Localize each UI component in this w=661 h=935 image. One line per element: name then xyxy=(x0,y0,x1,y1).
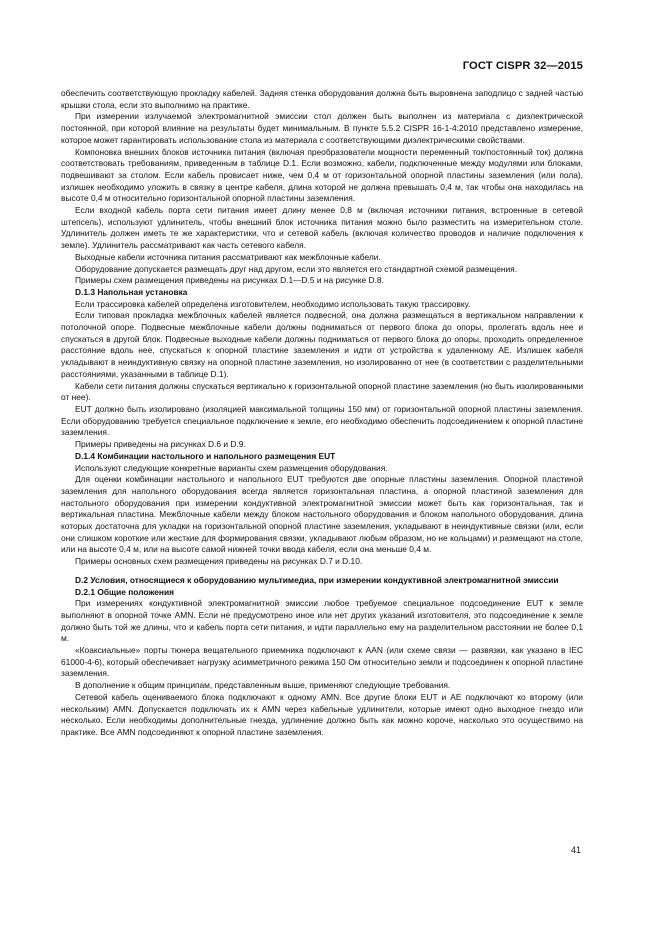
paragraph: обеспечить соответствующую прокладку кабелей. Задняя стенка оборудования должна быть выровнена заподлицо с задней частью крышки стола, если это выполнимо на практике. xyxy=(61,88,583,110)
paragraph: Кабели сети питания должны спускаться вертикально к горизонтальной опорной пластине заземления (но быть изолированными от нее). xyxy=(61,380,583,403)
paragraph: Компоновка внешних блоков источника питания (включая преобразователи мощности переменный ток/постоянный ток) должна соответствовать требованиям, приведенным в таблице D.1. Если возможно, кабели, подключенные между модулями или блоками, подвешивают за столом. Если кабель провисает ниже, чем 0,4 м от горизонтальной опорной пластины заземления (или пола), излишек необходимо уложить в связку в центре кабеля, длина которой не должна превышать 0,4 м, так чтобы она находилась на высоте 0,4 м относительно горизонтальной опорной пластины заземления. xyxy=(61,146,583,204)
subsection-heading: D.1.3 Напольная установка xyxy=(75,286,188,297)
paragraph: Выходные кабели источника питания рассматривают как межблочные кабели. xyxy=(75,251,381,262)
paragraph: «Коаксиальные» порты тюнера вещательного приемника подключают к AAN (или схеме связи — развязки, как указано в IEC 61000-4-6), который обеспечивает нагрузку асимметричного режима 150 Ом относительно земли и подсоединен к опорной пластине заземления. xyxy=(61,645,583,679)
paragraph: EUT должно быть изолировано (изоляцией максимальной толщины 150 мм) от горизонтальной опорной пластины заземления. Если оборудованию требуется специальное подключение к земле, его необходимо обеспечить подсоединением к опорной пластине заземления. xyxy=(61,403,583,438)
document-header-title: ГОСТ CISPR 32—2015 xyxy=(462,60,583,72)
paragraph: При измерениях кондуктивной электромагнитной эмиссии любое требуемое специальное подсоединение EUT к земле выполняют в опорной точке AMN. Если не предусмотрено иное или нет других указаний изготовителя, это подсоединение к земле должно быть той же длины, что и кабель порта сети питания, и идти параллельно ему на разделительном расстоянии не более 0,1 м. xyxy=(61,598,583,644)
paragraph: Примеры основных схем размещения приведены на рисунках D.7 и D.10. xyxy=(75,556,363,567)
paragraph: Если типовая прокладка межблочных кабелей является подвесной, она должна размещаться в вертикальном направлении к потолочной опоре. Подвесные межблочные кабели должны подниматься от первого блока до опоры, пролегать вдоль нее и спускаться в другой блок. Подвесные выходные кабели должны подниматься от первого блока до опоры, проходить определенное расстояние вдоль нее, спускаться к опорной пластине заземления и идти от устройства к удаленному АЕ. Излишек кабеля укладывают в неиндуктивную связку на опорной пластине заземления, но изолированно от нее (в соответствии с разделительными расстояниями, указанными в таблице D.1). xyxy=(61,310,583,379)
page-number: 41 xyxy=(570,845,581,855)
paragraph: Используют следующие конкретные варианты схем размещения оборудования. xyxy=(75,462,388,473)
paragraph: Если входной кабель порта сети питания имеет длину менее 0,8 м (включая источники питания, встроенные в сетевой штепсель), используют удлинитель, чтобы внешний блок источника питания можно было разместить на измерительном столе. Удлинитель должен иметь те же характеристики, что и сетевой кабель (включая количество проводов и наличие подключения к земле). Удлинитель рассматривают как часть сетевого кабеля. xyxy=(61,205,583,251)
document-body xyxy=(61,88,583,739)
paragraph: При измерении излучаемой электромагнитной эмиссии стол должен быть выполнен из материала с диэлектрической постоянной, при которой влияние на результаты будет минимальным. В пункте 5.5.2 CISPR 16-1-4:2010 представлено измерение, которое может гарантировать использование стола из материала с соответствующими диэлектрическими свойствами. xyxy=(61,111,583,145)
paragraph: Сетевой кабель оцениваемого блока подключают к одному AMN. Все другие блоки EUT и AE подключают ко второму (или нескольким) AMN. Допускается подключать их к AMN через кабельные удлинители, которые имеют одно выходное гнездо или несколько. Если необходимы дополнительные гнезда, удлинение должно быть как можно короче, насколько это осуществимо на практике. Все AMN подсоединяют к опорной пластине заземления. xyxy=(61,691,583,737)
paragraph: Оборудование допускается размещать друг над другом, если это является его стандартной схемой размещения. xyxy=(75,263,518,274)
paragraph: Если трассировка кабелей определена изготовителем, необходимо использовать такую трассировку. xyxy=(75,298,471,309)
paragraph: Для оценки комбинации настольного и напольного EUT требуются две опорные пластины заземления. Опорной пластиной заземления для напольного оборудования всегда является горизонтальная пластина, а опорной пластиной заземления для настольного оборудования при измерении кондуктивной электромагнитной эмиссии может быть как горизонтальная, так и вертикальная пластина. Межблочные кабели между блоком настольного оборудования и блоком напольного оборудования, длина которых достаточна для укладки на горизонтальной опорной пластине заземления, укладывают в неиндуктивные связки (или, если они слишком короткие или жесткие для формирования связки, укладывают любым образом, но не кольцами) и размещают на столе, или на высоте 0,4 м, или на высоте самой нижней точки ввода кабеля, если она меньше 0,4 м. xyxy=(61,474,583,555)
subsection-heading: D.2.1 Общие положения xyxy=(75,586,174,597)
paragraph: Примеры приведены на рисунках D.6 и D.9. xyxy=(75,439,246,450)
section-heading: D.2 Условия, относящиеся к оборудованию мультимедиа, при измерении кондуктивной электромагнитной эмиссии xyxy=(75,574,559,585)
paragraph: В дополнение к общим принципам, представленным выше, применяют следующие требования. xyxy=(75,680,451,691)
paragraph: Примеры схем размещения приведены на рисунках D.1—D.5 и на рисунке D.8. xyxy=(75,275,384,286)
subsection-heading: D.1.4 Комбинации настольного и напольного размещения EUT xyxy=(75,450,336,461)
